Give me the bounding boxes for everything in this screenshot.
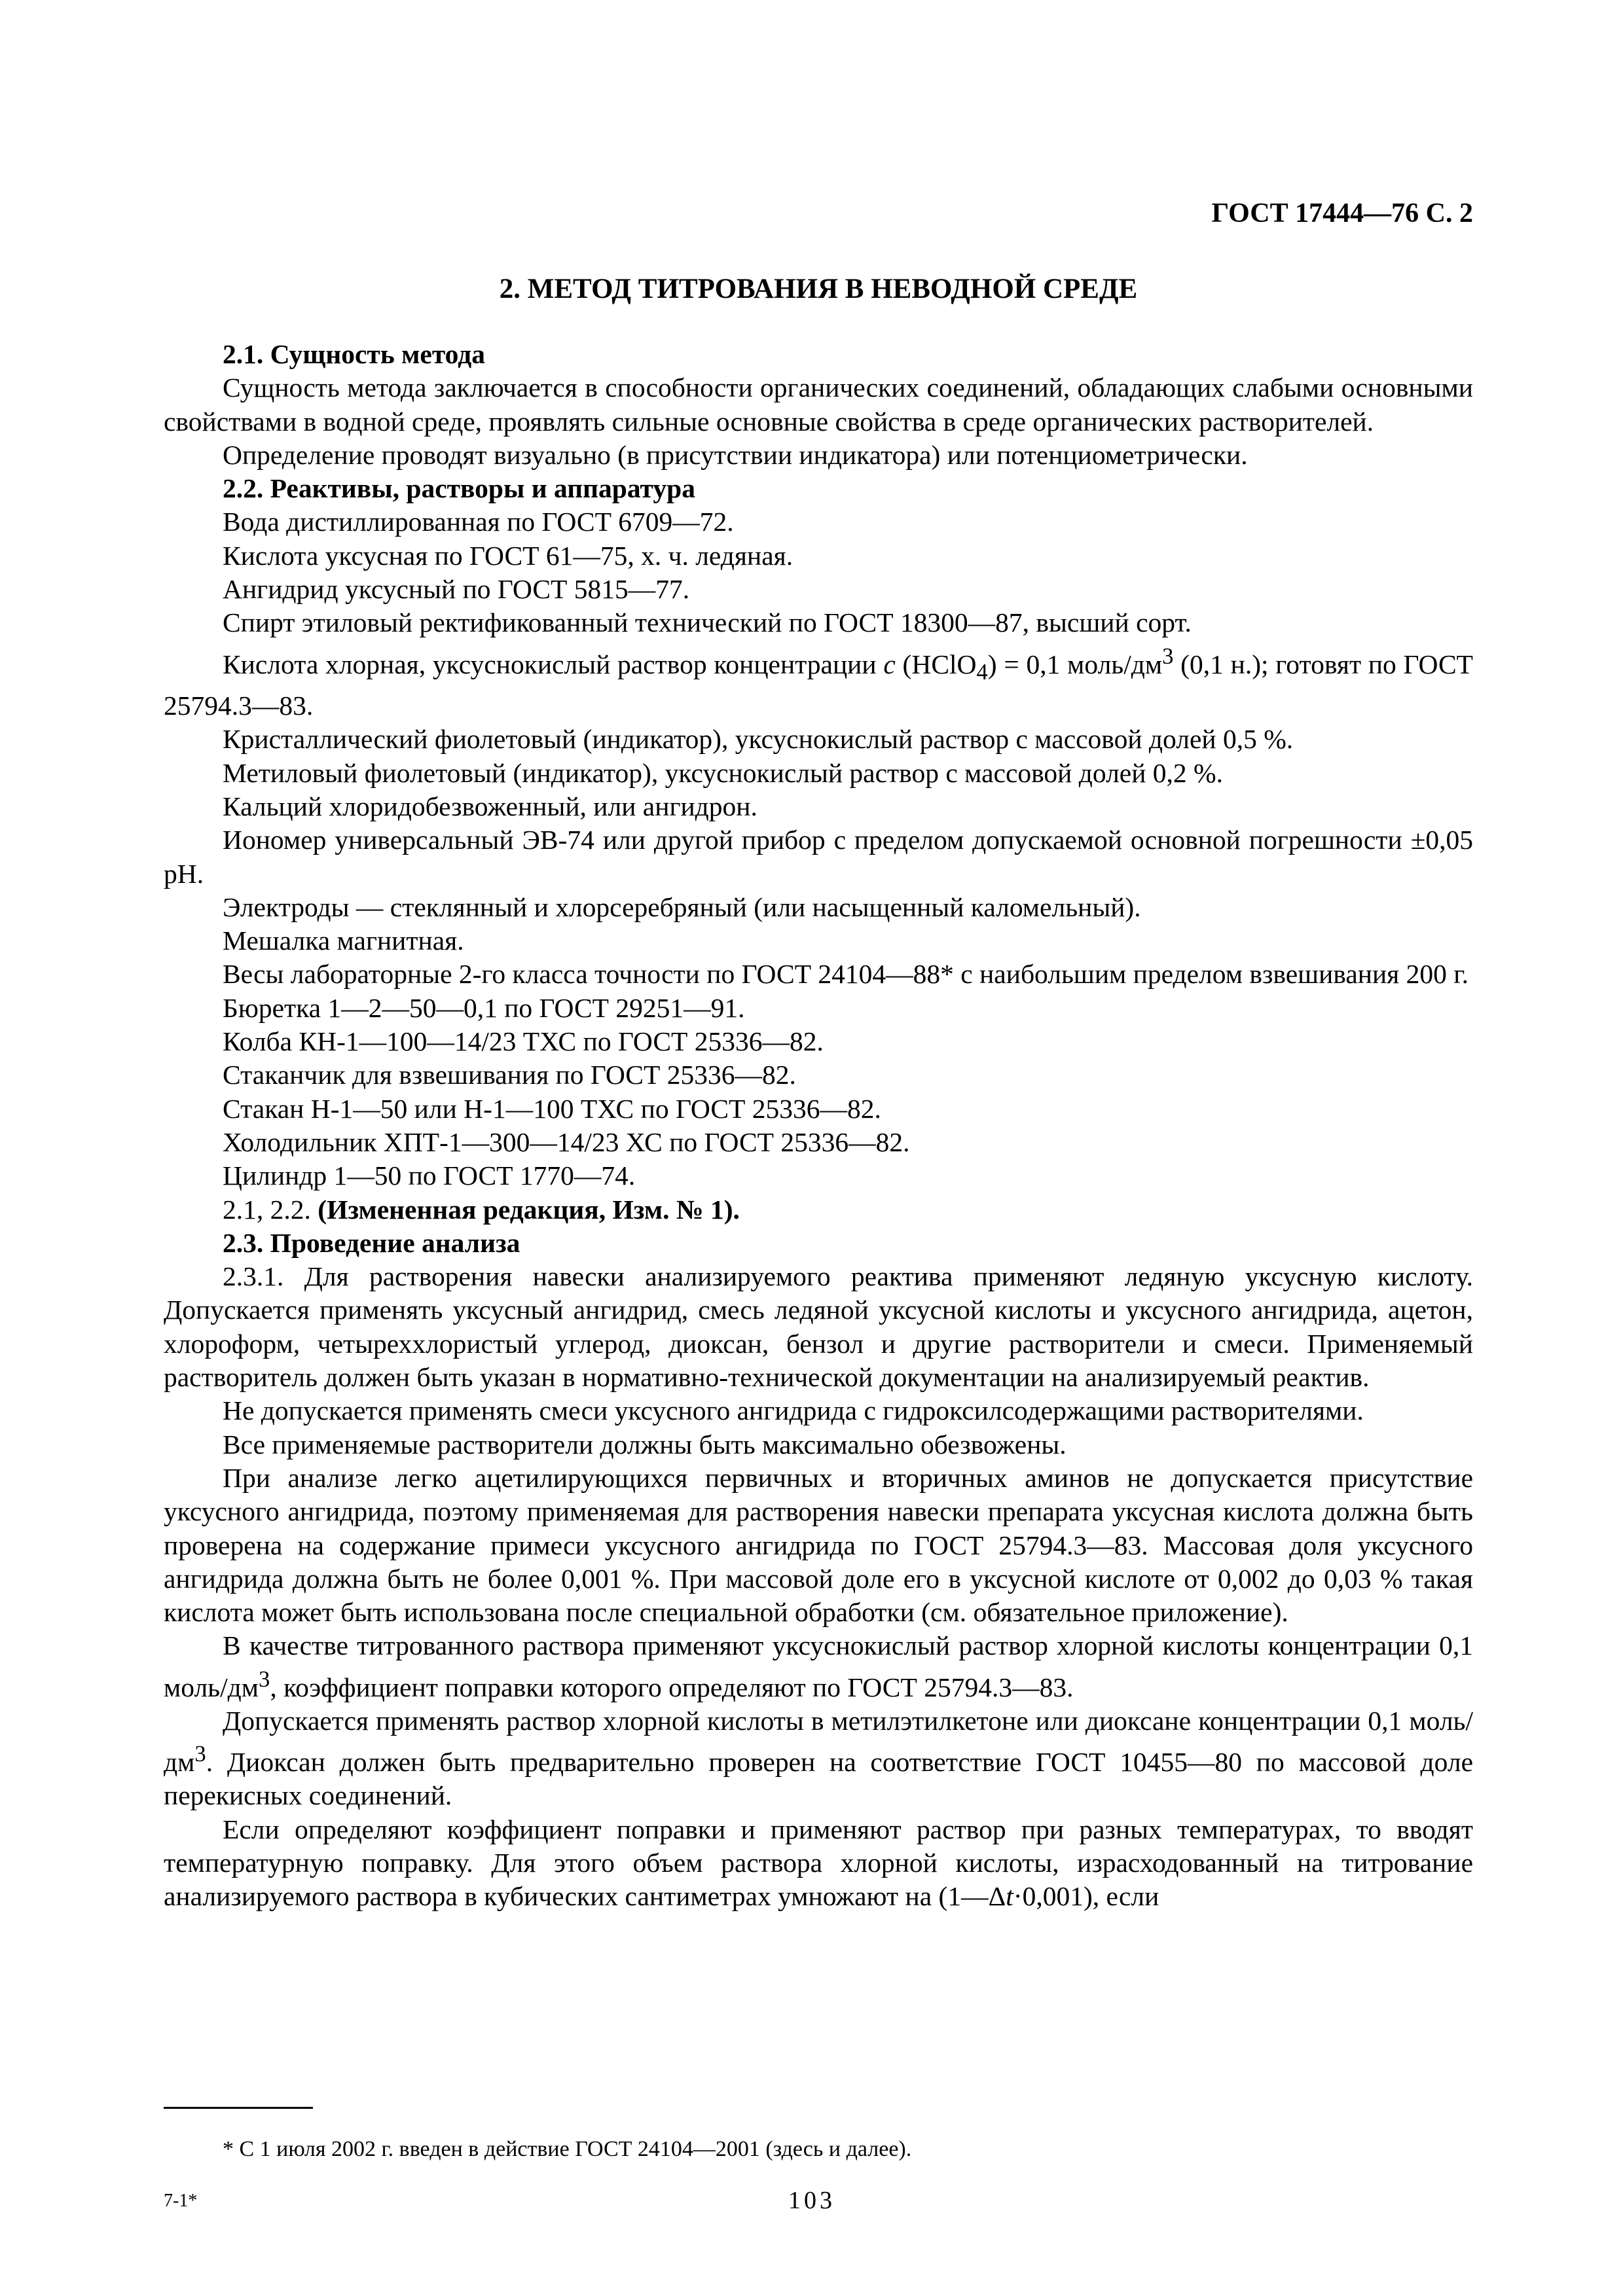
text: 2.1, 2.2.: [223, 1194, 318, 1225]
text: (HClO: [895, 649, 977, 679]
text: (0,1 н.); готовят по ГОСТ 25794.3—83.: [164, 649, 1474, 721]
footnote: * С 1 июля 2002 г. введен в действие ГОСТ 24104—2001 (здесь и далее).: [223, 2137, 912, 2161]
page-number: 103: [788, 2187, 835, 2214]
reagent-item: [164, 640, 1473, 723]
text: В качестве титрованного раствора применяют уксуснокислый раствор хлорной кислоты концентрации 0,1 моль/дм: [164, 1630, 1473, 1702]
print-mark: 7-1*: [164, 2191, 198, 2211]
reagent-item: Вода дистиллированная по ГОСТ 6709—72.: [223, 507, 734, 537]
text: . Диоксан должен быть предварительно проверен на соответствие ГОСТ 10455—80 по массовой доле перекисных соединений.: [164, 1746, 1473, 1811]
amendment-bold: (Измененная редакция, Изм. № 1).: [318, 1194, 740, 1225]
reagent-item: Кальций хлоридобезвоженный, или ангидрон.: [223, 791, 757, 821]
reagent-item: Спирт этиловый ректификованный технический по ГОСТ 18300—87, высший сорт.: [223, 607, 1192, 638]
superscript: 3: [1162, 643, 1174, 669]
text: Если определяют коэффициент поправки и применяют раствор при разных температурах, то вводят температурную поправку. Для этого объем раствора хлорной кислоты, израсходованный на титрование анализируемого раствора в кубических сантиметрах умножают на (1—Δ: [164, 1814, 1473, 1912]
paragraph: Определение проводят визуально (в присутствии индикатора) или потенциометрически.: [223, 439, 1248, 470]
text: Допускается применять раствор хлорной кислоты в метилэтилкетоне или диоксане концентрации 0,1 моль/дм: [164, 1705, 1473, 1777]
reagent-item: Метиловый фиолетовый (индикатор), уксуснокислый раствор с массовой долей 0,2 %.: [223, 757, 1223, 788]
reagent-item: Мешалка магнитная.: [223, 925, 464, 956]
text: ) = 0,1 моль/дм: [987, 649, 1163, 679]
document-body: [164, 338, 1473, 1913]
reagent-item: Холодильник ХПТ-1—300—14/23 ХС по ГОСТ 25336—82.: [223, 1126, 910, 1157]
reagent-item: Иономер универсальный ЭВ-74 или другой прибор с пределом допускаемой основной погрешности ±0,05 pH.: [164, 825, 1473, 889]
reagent-item: Электроды — стеклянный и хлорсеребряный (или насыщенный каломельный).: [223, 891, 1141, 922]
paragraph: [164, 1704, 1473, 1813]
text: Кислота хлорная, уксуснокислый раствор концентрации: [223, 649, 884, 679]
paragraph: 2.3.1. Для растворения навески анализируемого реактива применяют ледяную уксусную кислоту. Допускается применять уксусный ангидрид, смесь ледяной уксусной кислоты и уксусного ангидрида, ацетон, хлороформ, четыреххлористый углерод, диоксан, бензол и другие растворители и смеси. Применяемый растворитель должен быть указан в нормативно-технической документации на анализируемый реактив.: [164, 1261, 1473, 1393]
text: , коэффициент поправки которого определяют по ГОСТ 25794.3—83.: [270, 1672, 1074, 1702]
reagent-item: Колба КН-1—100—14/23 ТХС по ГОСТ 25336—82.: [223, 1026, 824, 1057]
paragraph: [164, 1629, 1473, 1704]
amendment-note: [164, 1193, 1473, 1227]
reagent-item: Весы лабораторные 2-го класса точности по ГОСТ 24104—88* с наибольшим пределом взвешивания 200 г.: [223, 959, 1468, 990]
heading-2-2: 2.2. Реактивы, растворы и аппаратура: [223, 473, 695, 504]
paragraph: При анализе легко ацетилирующихся первичных и вторичных аминов не допускается присутствие уксусного ангидрида, поэтому применяемая для растворения навески препарата уксусная кислота должна быть проверена на содержание примеси уксусного ангидрида по ГОСТ 25794.3—83. Массовая доля уксусного ангидрида должна быть не более 0,001 %. При массовой доле его в уксусной кислоте от 0,002 до 0,03 % такая кислота может быть использована после специальной обработки (см. обязательное приложение).: [164, 1462, 1473, 1628]
page-header: ГОСТ 17444—76 С. 2: [1211, 198, 1473, 228]
paragraph: Все применяемые растворители должны быть максимально обезвожены.: [223, 1429, 1067, 1460]
symbol-c: c: [883, 649, 896, 679]
footnote-divider: [164, 2107, 313, 2109]
superscript: 3: [259, 1666, 270, 1692]
heading-2-1: 2.1. Сущность метода: [223, 339, 485, 369]
paragraph: Не допускается применять смеси уксусного ангидрида с гидроксилсодержащими растворителями.: [223, 1395, 1364, 1426]
reagent-item: Кристаллический фиолетовый (индикатор), уксуснокислый раствор с массовой долей 0,5 %.: [223, 724, 1294, 755]
reagent-item: Цилиндр 1—50 по ГОСТ 1770—74.: [223, 1160, 636, 1191]
reagent-item: Ангидрид уксусный по ГОСТ 5815—77.: [223, 574, 690, 605]
reagent-item: Кислота уксусная по ГОСТ 61—75, х. ч. ледяная.: [223, 540, 793, 571]
reagent-item: Стакан Н-1—50 или Н-1—100 ТХС по ГОСТ 25336—82.: [223, 1093, 881, 1124]
paragraph: Сущность метода заключается в способности органических соединений, обладающих слабыми основными свойствами в водной среде, проявлять сильные основные свойства в среде органических растворителей.: [164, 372, 1473, 437]
paragraph: [164, 1813, 1473, 1914]
text: ·0,001), если: [1013, 1881, 1159, 1912]
reagent-item: Бюретка 1—2—50—0,1 по ГОСТ 29251—91.: [223, 992, 745, 1023]
section-title: 2. МЕТОД ТИТРОВАНИЯ В НЕВОДНОЙ СРЕДЕ: [499, 274, 1138, 304]
heading-2-3: 2.3. Проведение анализа: [223, 1227, 520, 1258]
subscript: 4: [976, 659, 988, 685]
symbol-t: t: [1006, 1881, 1013, 1912]
superscript: 3: [194, 1742, 206, 1767]
reagent-item: Стаканчик для взвешивания по ГОСТ 25336—82.: [223, 1060, 796, 1090]
